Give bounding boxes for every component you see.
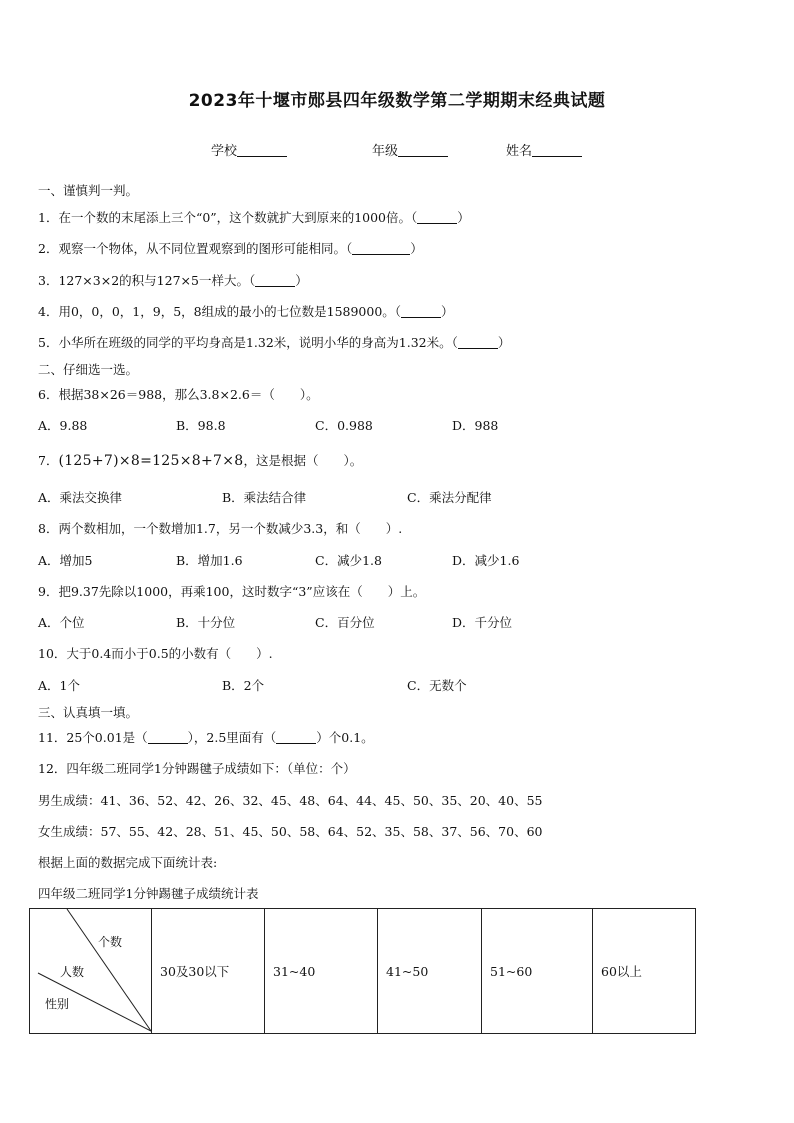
school-label: 学校 [211,144,238,159]
column-header: 41~50 [378,909,482,1034]
question-11-text: ），2.5里面有（ [187,730,277,745]
column-header: 60以上 [593,909,696,1034]
answer-blank[interactable] [255,274,295,287]
question-7-formula: (125+7)×8=125×8+7×8 [58,453,244,469]
school-blank[interactable] [237,143,287,157]
question-4 [38,302,454,320]
answer-blank[interactable] [276,731,316,744]
option-d[interactable]: D．减少1.6 [452,553,520,568]
option-c[interactable]: C．百分位 [315,615,375,630]
option-c[interactable]: C．无数个 [407,678,467,693]
question-2-text: 2．观察一个物体，从不同位置观察到的图形可能相同。（ [38,241,353,256]
name-field [506,140,582,159]
question-3-text: 3．127×3×2的积与127×5一样大。（ [38,273,256,288]
question-7 [38,451,362,469]
table-title: 四年级二班同学1分钟踢毽子成绩统计表 [38,886,259,901]
page-title: 2023年十堰市郧县四年级数学第二学期期末经典试题 [188,91,606,111]
question-11-text: ）个0.1。 [316,730,374,745]
section-heading-1: 一、谨慎判一判。 [38,183,139,198]
option-c[interactable]: C．乘法分配律 [407,490,492,505]
option-a[interactable]: A．9.88 [38,418,88,433]
question-11-text: 11．25个0.01是（ [38,730,148,745]
question-5-close: ） [497,335,511,350]
table-instruction: 根据上面的数据完成下面统计表: [38,855,218,870]
answer-blank[interactable] [401,305,441,318]
question-3-close: ） [295,273,308,288]
section-heading-2: 二、仔细选一选。 [38,362,139,377]
option-d[interactable]: D．988 [452,418,499,433]
question-12: 12．四年级二班同学1分钟踢毽子成绩如下：（单位：个） [38,761,356,776]
diagonal-lines [30,909,151,1033]
option-b[interactable]: B．98.8 [176,418,226,433]
option-b[interactable]: B．2个 [222,678,265,693]
answer-blank[interactable] [417,211,457,224]
question-1-text: 1．在一个数的末尾添上三个“0”，这个数就扩大到原来的1000倍。（ [38,210,418,225]
question-4-close: ） [441,304,454,319]
statistics-table [29,908,696,1034]
diag-label-count: 个数 [98,935,123,949]
question-5 [38,333,510,351]
question-4-text: 4．用0，0，0，1，9，5，8组成的最小的七位数是1589000。（ [38,304,402,319]
option-a[interactable]: A．个位 [38,615,85,630]
school-field [211,140,287,159]
option-c[interactable]: C．0.988 [315,418,373,433]
column-header: 31~40 [265,909,378,1034]
question-7-number: 7． [38,453,59,468]
question-9: 9．把9.37先除以1000，再乘100，这时数字“3”应该在（ ）上。 [38,584,426,599]
diagonal-header-cell [30,909,152,1034]
section-heading-3: 三、认真填一填。 [38,705,139,720]
grade-label: 年级 [372,144,399,159]
answer-blank[interactable] [458,336,498,349]
option-d[interactable]: D．千分位 [452,615,513,630]
column-header: 30及30以下 [152,909,265,1034]
option-a[interactable]: A．1个 [38,678,80,693]
question-6: 6．根据38×26＝988，那么3.8×2.6＝（ ）。 [38,387,319,402]
question-1-close: ） [457,210,470,225]
table-header-row [30,909,696,1034]
boys-scores: 男生成绩：41、36、52、42、26、32、45、48、64、44、45、50、35、20、40、55 [38,793,543,808]
answer-blank[interactable] [148,731,188,744]
option-b[interactable]: B．乘法结合律 [222,490,307,505]
question-1 [38,208,470,226]
grade-blank[interactable] [398,143,448,157]
question-2 [38,239,423,257]
option-c[interactable]: C．减少1.8 [315,553,382,568]
question-7-text: ，这是根据（ ）。 [243,453,363,468]
option-a[interactable]: A．乘法交换律 [38,490,123,505]
question-2-close: ） [410,241,423,256]
column-header: 51~60 [482,909,593,1034]
grade-field [372,140,448,159]
question-8: 8．两个数相加，一个数增加1.7，另一个数减少3.3，和（ ）. [38,521,403,536]
name-blank[interactable] [532,143,582,157]
question-11 [38,728,374,746]
question-10: 10．大于0.4而小于0.5的小数有（ ）. [38,646,273,661]
option-b[interactable]: B．十分位 [176,615,236,630]
name-label: 姓名 [506,144,533,159]
diag-label-people: 人数 [60,965,85,979]
girls-scores: 女生成绩：57、55、42、28、51、45、50、58、64、52、35、58、37、56、70、60 [38,824,543,839]
diag-label-gender: 性别 [45,997,70,1011]
option-b[interactable]: B．增加1.6 [176,553,243,568]
question-3 [38,271,308,289]
question-5-text: 5．小华所在班级的同学的平均身高是1.32米，说明小华的身高为1.32米。（ [38,335,458,350]
answer-blank[interactable] [352,242,410,255]
option-a[interactable]: A．增加5 [38,553,93,568]
